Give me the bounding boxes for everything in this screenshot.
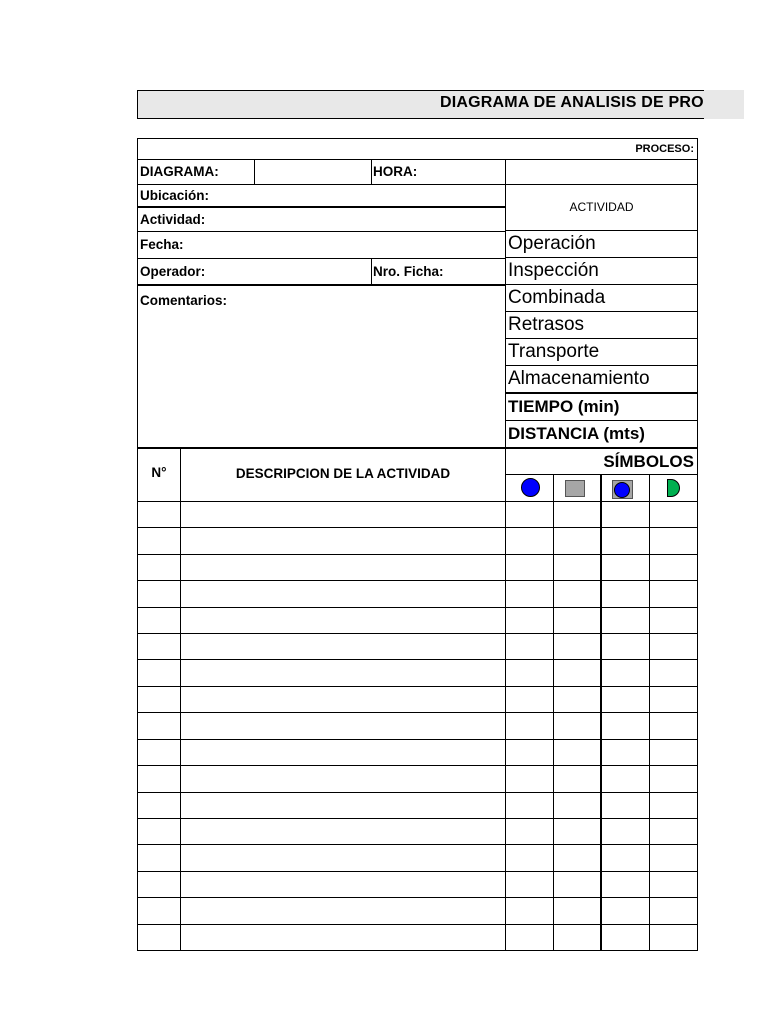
operacion-cell[interactable]: [505, 501, 554, 528]
num-header: N°: [151, 465, 167, 480]
actividad-header-cell: [505, 184, 698, 231]
num-cell[interactable]: [137, 765, 181, 792]
ubicacion-label: Ubicación:: [137, 184, 506, 207]
operacion-cell[interactable]: [505, 633, 554, 660]
retrasos-cell[interactable]: [649, 897, 698, 924]
retrasos-cell[interactable]: [649, 554, 698, 581]
operacion-cell[interactable]: [505, 607, 554, 634]
num-cell[interactable]: [137, 527, 181, 554]
operacion-cell[interactable]: [505, 686, 554, 713]
ficha-label: Nro. Ficha:: [371, 258, 506, 285]
desc-cell[interactable]: [180, 739, 506, 766]
retrasos-cell[interactable]: [649, 607, 698, 634]
inspeccion-cell[interactable]: [553, 871, 602, 898]
desc-cell[interactable]: [180, 554, 506, 581]
num-cell[interactable]: [137, 818, 181, 845]
operacion-cell[interactable]: [505, 659, 554, 686]
desc-header: DESCRIPCION DE LA ACTIVIDAD: [235, 466, 451, 481]
retrasos-cell[interactable]: [649, 686, 698, 713]
simbolos-header-cell: [505, 447, 698, 475]
num-cell[interactable]: [137, 607, 181, 634]
num-header-cell: [137, 447, 181, 502]
retrasos-cell[interactable]: [649, 792, 698, 819]
operacion-cell[interactable]: [505, 792, 554, 819]
summary-inspeccion: Inspección: [505, 257, 698, 285]
inspeccion-cell[interactable]: [553, 897, 602, 924]
summary-transporte: Transporte: [505, 338, 698, 366]
combinada-cell[interactable]: [601, 871, 650, 898]
retrasos-cell[interactable]: [649, 739, 698, 766]
operacion-cell[interactable]: [505, 818, 554, 845]
retrasos-cell[interactable]: [649, 501, 698, 528]
summary-retrasos: Retrasos: [505, 311, 698, 339]
inspeccion-cell[interactable]: [553, 633, 602, 660]
operacion-cell[interactable]: [505, 527, 554, 554]
retrasos-cell[interactable]: [649, 527, 698, 554]
num-cell[interactable]: [137, 659, 181, 686]
retrasos-cell[interactable]: [649, 633, 698, 660]
combinada-cell[interactable]: [601, 554, 650, 581]
inspeccion-cell[interactable]: [553, 818, 602, 845]
inspeccion-cell[interactable]: [553, 607, 602, 634]
num-cell[interactable]: [137, 924, 181, 951]
fecha-label: Fecha:: [137, 231, 506, 258]
retrasos-cell[interactable]: [649, 712, 698, 739]
operacion-cell[interactable]: [505, 580, 554, 607]
combinada-cell[interactable]: [601, 739, 650, 766]
proceso-row: [137, 138, 698, 160]
desc-cell[interactable]: [180, 580, 506, 607]
summary-operacion: Operación: [505, 230, 698, 258]
desc-header-cell: [180, 447, 506, 502]
num-cell[interactable]: [137, 686, 181, 713]
desc-cell[interactable]: [180, 712, 506, 739]
combinada-cell[interactable]: [601, 659, 650, 686]
symbol-cell-inspeccion: [553, 474, 602, 502]
desc-cell[interactable]: [180, 686, 506, 713]
combinada-cell[interactable]: [601, 818, 650, 845]
retrasos-cell[interactable]: [649, 844, 698, 871]
desc-cell[interactable]: [180, 897, 506, 924]
page-title: DIAGRAMA DE ANALISIS DE PRO: [440, 94, 704, 111]
desc-cell[interactable]: [180, 844, 506, 871]
comentarios-box[interactable]: [137, 284, 506, 448]
actividad-label: Actividad:: [137, 206, 506, 231]
summary-combinada: Combinada: [505, 284, 698, 312]
inspeccion-cell[interactable]: [553, 686, 602, 713]
inspeccion-cell[interactable]: [553, 765, 602, 792]
inspection-square-icon: [565, 480, 585, 497]
retrasos-cell[interactable]: [649, 659, 698, 686]
combinada-cell[interactable]: [601, 580, 650, 607]
combined-circle-icon: [614, 482, 630, 498]
proceso-label: PROCESO:: [635, 143, 694, 155]
combinada-cell[interactable]: [601, 607, 650, 634]
operacion-cell[interactable]: [505, 897, 554, 924]
operacion-cell[interactable]: [505, 871, 554, 898]
inspeccion-cell[interactable]: [553, 792, 602, 819]
operacion-cell[interactable]: [505, 924, 554, 951]
num-cell[interactable]: [137, 554, 181, 581]
operacion-cell[interactable]: [505, 844, 554, 871]
symbol-cell-operacion: [505, 474, 554, 502]
num-cell[interactable]: [137, 897, 181, 924]
retrasos-cell[interactable]: [649, 871, 698, 898]
symbol-cell-combinada: [601, 474, 650, 502]
desc-cell[interactable]: [180, 792, 506, 819]
combinada-cell[interactable]: [601, 633, 650, 660]
operation-circle-icon: [521, 478, 540, 497]
hora-value-field[interactable]: [505, 159, 698, 185]
inspeccion-cell[interactable]: [553, 501, 602, 528]
combinada-cell[interactable]: [601, 924, 650, 951]
inspeccion-cell[interactable]: [553, 739, 602, 766]
num-cell[interactable]: [137, 712, 181, 739]
num-cell[interactable]: [137, 844, 181, 871]
desc-cell[interactable]: [180, 659, 506, 686]
num-cell[interactable]: [137, 792, 181, 819]
hora-label: HORA:: [371, 159, 506, 185]
inspeccion-cell[interactable]: [553, 712, 602, 739]
num-cell[interactable]: [137, 633, 181, 660]
inspeccion-cell[interactable]: [553, 554, 602, 581]
summary-tiempo: TIEMPO (min): [505, 392, 698, 421]
desc-cell[interactable]: [180, 924, 506, 951]
desc-cell[interactable]: [180, 527, 506, 554]
desc-cell[interactable]: [180, 633, 506, 660]
desc-cell[interactable]: [180, 607, 506, 634]
combinada-cell[interactable]: [601, 844, 650, 871]
diagrama-field[interactable]: [254, 159, 372, 185]
inspeccion-cell[interactable]: [553, 844, 602, 871]
operador-label: Operador:: [137, 258, 372, 285]
inspeccion-cell[interactable]: [553, 659, 602, 686]
combinada-cell[interactable]: [601, 792, 650, 819]
operacion-cell[interactable]: [505, 765, 554, 792]
inspeccion-cell[interactable]: [553, 924, 602, 951]
operacion-cell[interactable]: [505, 739, 554, 766]
desc-cell[interactable]: [180, 871, 506, 898]
operacion-cell[interactable]: [505, 554, 554, 581]
num-cell[interactable]: [137, 871, 181, 898]
retrasos-cell[interactable]: [649, 765, 698, 792]
simbolos-header: SÍMBOLOS: [603, 452, 694, 471]
num-cell[interactable]: [137, 739, 181, 766]
symbol-cell-retrasos: [649, 474, 698, 502]
combinada-cell[interactable]: [601, 712, 650, 739]
desc-cell[interactable]: [180, 818, 506, 845]
title-box: [137, 90, 704, 119]
operacion-cell[interactable]: [505, 712, 554, 739]
retrasos-cell[interactable]: [649, 818, 698, 845]
retrasos-cell[interactable]: [649, 924, 698, 951]
combinada-cell[interactable]: [601, 897, 650, 924]
num-cell[interactable]: [137, 501, 181, 528]
inspeccion-cell[interactable]: [553, 580, 602, 607]
comentarios-label: Comentarios:: [140, 293, 228, 308]
combinada-cell[interactable]: [601, 686, 650, 713]
combinada-cell[interactable]: [601, 527, 650, 554]
combinada-cell[interactable]: [601, 765, 650, 792]
retrasos-cell[interactable]: [649, 580, 698, 607]
actividad-header: ACTIVIDAD: [569, 200, 634, 214]
inspeccion-cell[interactable]: [553, 527, 602, 554]
desc-cell[interactable]: [180, 765, 506, 792]
summary-distancia: DISTANCIA (mts): [505, 420, 698, 448]
num-cell[interactable]: [137, 580, 181, 607]
diagrama-label: DIAGRAMA:: [137, 159, 255, 185]
delay-d-icon: [667, 479, 680, 497]
summary-almacenamiento: Almacenamiento: [505, 365, 698, 393]
desc-cell[interactable]: [180, 501, 506, 528]
combinada-cell[interactable]: [601, 501, 650, 528]
